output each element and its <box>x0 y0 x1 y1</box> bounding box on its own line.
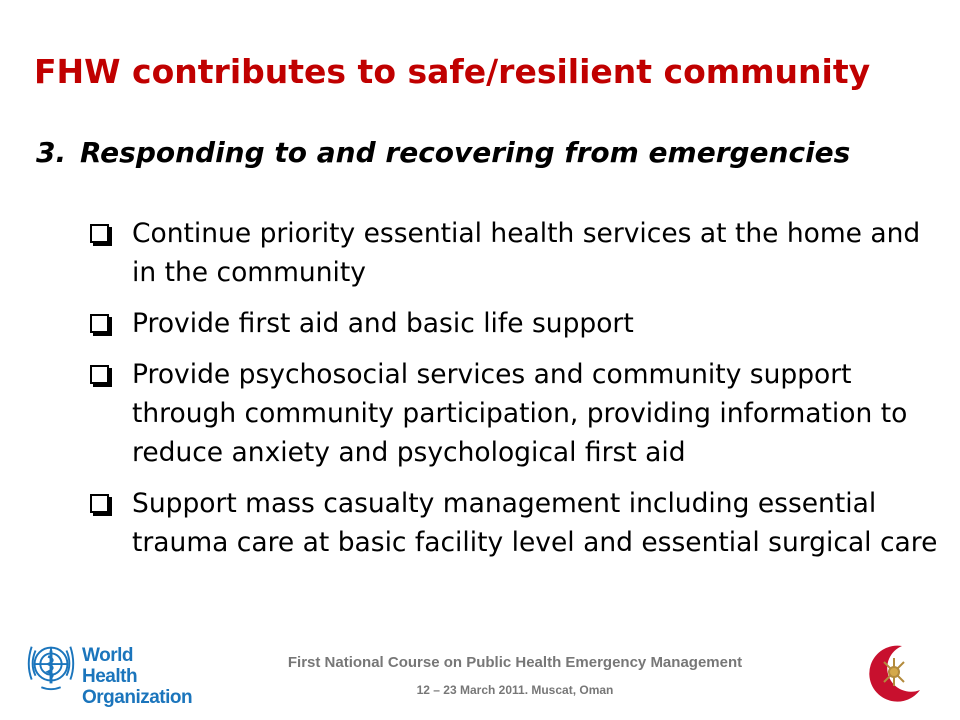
red-crescent-emblem-icon <box>862 640 928 706</box>
bullet-text: Provide first aid and basic life support <box>132 308 634 339</box>
section-heading-text: Responding to and recovering from emergencies <box>80 136 851 169</box>
checkbox-bullet-icon <box>90 314 109 333</box>
section-number: 3. <box>36 136 67 169</box>
who-line2: Organization <box>82 687 193 708</box>
footer-course-name: First National Course on Public Health Emergency Management <box>287 654 743 671</box>
bullet-list <box>88 214 938 574</box>
bullet-text: Continue priority essential health services at the home and in the community <box>132 218 921 288</box>
checkbox-bullet-icon <box>90 494 109 513</box>
checkbox-bullet-icon <box>90 224 109 243</box>
footer-dates-location: 12 – 23 March 2011. Muscat, Oman <box>416 683 614 697</box>
bullet-text: Provide psychosocial services and community support through community participation, providing information to reduce anxiety and psychological first aid <box>132 359 908 468</box>
who-line1: World Health <box>82 645 138 687</box>
bullet-item <box>88 304 938 343</box>
section-heading <box>36 136 850 169</box>
slide-title: FHW contributes to safe/resilient community <box>34 52 871 91</box>
bullet-item <box>88 214 938 292</box>
bullet-item <box>88 484 938 562</box>
checkbox-bullet-icon <box>90 365 109 384</box>
bullet-text: Support mass casualty management including essential trauma care at basic facility level and essential surgical care <box>132 488 938 558</box>
bullet-item <box>88 355 938 472</box>
